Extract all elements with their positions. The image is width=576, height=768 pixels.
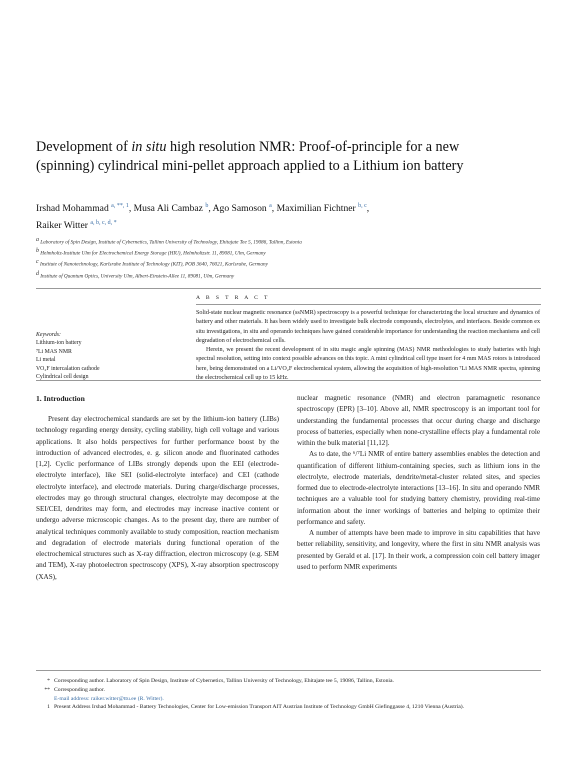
keywords-block [36,331,176,381]
footnote-mark: * [47,678,50,684]
keyword-item: ⁷Li MAS NMR [36,348,72,355]
author-sup[interactable]: a, **, 1 [111,203,129,209]
header-divider [36,288,541,289]
keyword-item: VO₂F intercalation cathode [36,365,100,372]
affiliation-text: Helmholtz-Institute Ulm for Electrochemical Energy Storage (HIU), Helmholtzstr. 11, 89081, Ulm, Germany [40,250,266,257]
author-name: Musa Ali Cambaz [133,203,203,215]
affiliation-item [36,258,541,269]
affiliation-mark: c [36,259,39,266]
email-footnote[interactable]: E-mail address: raiker.witter@ttu.ee (R. Witter). [54,695,164,702]
title-line2: (spinning) cylindrical mini-pellet approach applied to a Lithium ion battery [36,158,464,174]
affiliation-item [36,236,541,247]
section-heading: 1. Introduction [36,394,85,403]
footnote-text: Corresponding author. [54,686,105,693]
author-name: Ago Samoson [212,203,267,215]
affiliations [36,236,541,281]
author-sep: , [366,203,370,215]
footnote-divider [36,670,541,671]
author-sup[interactable]: b [205,203,209,209]
footnote-mark: ** [44,686,50,693]
author-sep: , [128,203,134,215]
author-name: Maximilian Fichtner [276,203,356,215]
body-paragraph: Present day electrochemical standards are set by the lithium-ion battery (LIBs) technology regarding energy density, cycling stability, high cell voltage and various applications. It also holds perspectives for further performance boost by the introduction of advanced electrodes, e. g. silicon anode and fluorinated cathodes [1,2]. Cyclic performance of LIBs strongly depends upon the EEI (electrode-electrolyte interface), like SEI (solid-electrolyte interface) and CEI (cathode electrolyte interface), and electrode materials. During charge/discharge processes, electrodes may go through structural changes, electrolyte may decompose at the SEI/CEI, dendrites may form, and electrodes may increase inactive content or undergo adverse microscopic changes. As to the present day, there are number of analytical techniques commonly available to study composition, reaction mechanism and degradation of electrode materials during functional operation of the electrochemical structures such as X-ray diffraction, electron microscopy (e.g. SEM and TEM), X-ray photoelectron spectroscopy (XPS), X-ray absorption spectroscopy (XAS), [36,415,279,581]
keywords-heading: Keywords: [36,332,61,338]
title-part1: Development of [36,139,132,155]
affiliation-mark: a [36,237,39,243]
footnotes [36,677,541,712]
footnote-item [36,695,541,704]
author-sup[interactable]: a, b, c, d, * [90,220,117,227]
keyword-item: Li metal [36,357,56,364]
affiliation-item [36,270,541,281]
affiliation-text: Institute of Nanotechnology, Karlsruhe Institute of Technology (KIT), POB 3640, 76021, Karlsruhe, Germany [39,262,268,269]
affiliation-text: Laboratory of Spin Design, Institute of Cybernetics, Tallinn University of Technology, Ehitajate Tee 5, 19086, Tallinn, Estonia [40,239,302,246]
author-sep: , [208,203,213,215]
body-paragraph: As to date, the ⁶/⁷Li NMR of entire battery assemblies enables the detection and quantification of different lithium-containing species, such as lithium ions in the electrolyte, electrode materials, dendrite/metal-cluster related sites, and species formed due to electrode-electrolyte interactions [13–16]. In situ and operando NMR techniques are a valuable tool for studying battery chemistry, providing real-time information about the inner workings of batteries and helping to optimize their performance and safety. [297,450,540,526]
body-paragraph: nuclear magnetic resonance (NMR) and electron paramagnetic resonance spectroscopy (EPR) [3–10]. Above all, NMR spectroscopy is an important tool for understanding the fundamental processes that occur during charge and discharge process of batteries, especially when none-crystalline effects play a fundamental role within the bulk material [11,12]. [297,394,540,447]
affiliation-item [36,247,541,258]
title-part2: high resolution NMR: Proof-of-principle for a new [166,139,460,155]
left-column [36,393,279,583]
affiliation-mark: d [36,270,39,277]
author-name: Raiker Witter [36,220,88,232]
footnote-item [36,703,541,712]
author-list [36,199,541,233]
abstract-paragraph: Solid-state nuclear magnetic resonance (ssNMR) spectroscopy is a powerful technique for characterizing the local structure and dynamics of battery and other materials. It has been widely used to investigate bulk electrode compounds, electrolytes, and interfaces. Beside common ex situ investigations, in situ and operando techniques have gained considerable importance for understanding the reaction mechanisms and cell degradation of electrochemical cells. [196,310,540,344]
keyword-item: Cylindrical cell design [36,374,89,381]
footnote-item [36,677,541,686]
title-insitu: in situ [131,139,167,155]
author-sup[interactable]: b, c [358,203,367,209]
body-paragraph: A number of attempts have been made to improve in situ capabilities that have better reliability, sensitivity, and longevity, where the first in situ NMR analysis was presented by Gerald et al. [17]. In their work, a compression coin cell battery imager used to perform NMR experiments [297,529,540,571]
body-divider [36,380,541,381]
author-sup[interactable]: a [269,203,272,209]
author-name: Irshad Mohammad [36,203,109,215]
paper-title [36,138,541,176]
footnote-item [36,686,541,695]
footnote-mark: 1 [47,704,50,711]
abstract-body [196,309,540,383]
affiliation-text: Institute of Quantum Optics, University Ulm, Albert-Einstein-Allee 11, 89081, Ulm, Germany [40,273,235,280]
abstract-paragraph: Herein, we present the recent development of in situ magic angle spinning (MAS) NMR methodologies to study batteries with high spectral resolution, setting into context possible advances on this topic. A mini cylindrical cell type insert for 4 mm MAS rotors is introduced here, being demonstrated on a Li/VO₂F electrochemical system, allowing the acquisition of high-resolution ⁷Li MAS NMR spectra, spinning the electrochemical cell up to 15 kHz. [196,347,540,382]
footnote-text: Corresponding author. Laboratory of Spin Design, Institute of Cybernetics, Tallinn University of Technology, Ehitajate tee 5, 19086, Tallinn, Estonia. [54,678,394,684]
right-column [297,393,540,573]
affiliation-mark: b [36,248,39,255]
keyword-item: Lithium-ion battery [36,340,82,347]
footnote-text: Present Address Irshad Mohammad - Battery Technologies, Center for Low-emission Transport AIT Austrian Institute of Technology GmbH Giefinggasse 4, 1210 Vienna (Austria). [54,704,465,711]
abstract-divider [196,304,541,305]
author-sep: , [271,203,277,215]
abstract-heading: A B S T R A C T [196,295,270,301]
